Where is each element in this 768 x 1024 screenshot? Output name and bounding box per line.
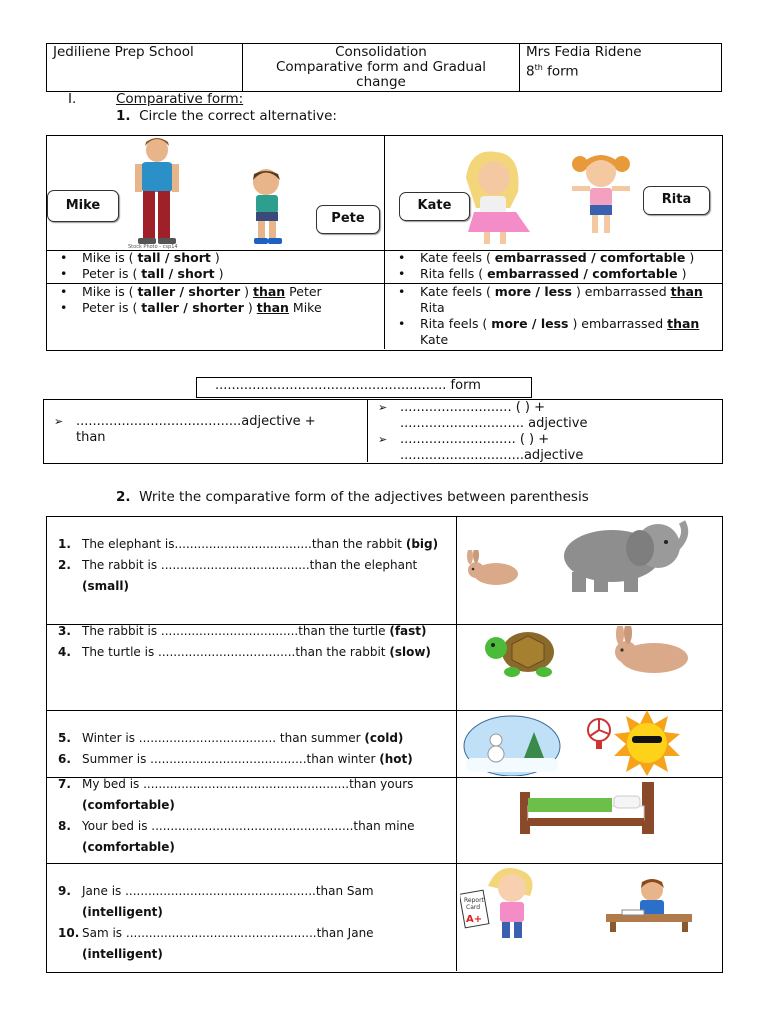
exercise-item: 7. My bed is ......................................................than yours (comfortable) [58, 777, 414, 812]
sentence-peter-tall: • Peter is ( tall / short ) [48, 266, 382, 282]
exercise-item: 2. The rabbit is .......................................than the elephant (small) [58, 558, 418, 593]
teacher-name: Mrs Fedia Ridene [526, 44, 642, 60]
rabbit-icon [462, 550, 524, 588]
exercise-2-heading: 2. Write the comparative form of the adjectives between parenthesis [116, 489, 589, 505]
exercise-item: 3. The rabbit is ....................................than the turtle (fast) [58, 624, 427, 638]
sentence-kate-feels: • Kate feels ( embarrassed / comfortable ) [386, 250, 720, 266]
jane-illustration [460, 862, 546, 942]
sentence-rita-more: • Rita feels ( more / less ) embarrassed than Kate [386, 316, 716, 348]
school-cell [47, 44, 243, 92]
turtle-icon [482, 626, 562, 680]
exercise-item: 5. Winter is .................................... than summer (cold) [58, 731, 404, 745]
fan-icon [584, 716, 614, 752]
bed-icon [518, 778, 656, 836]
exercise-1-heading: 1. Circle the correct alternative: [116, 108, 337, 124]
school-name: Jediliene Prep School [53, 44, 194, 60]
sentence-kate-more: • Kate feels ( more / less ) embarrassed than Rita [386, 284, 716, 316]
rule-right [368, 400, 718, 464]
items-5-6 [48, 728, 452, 770]
section-title: Comparative form: [116, 91, 244, 107]
sam-illustration [602, 876, 694, 934]
title-line-3: change [356, 74, 406, 90]
right-row-2 [386, 284, 716, 348]
header-table [46, 43, 722, 92]
exercise-item: 8. Your bed is .....................................................than mine (comfortable) [58, 819, 415, 854]
sun-icon [612, 710, 682, 776]
items-1-2 [48, 534, 452, 597]
teacher-cell [520, 44, 722, 92]
exercise-item: 6. Summer is .........................................than winter (hot) [58, 752, 413, 766]
form-level: 8th form [526, 63, 579, 80]
sentence-mike-tall: • Mike is ( tall / short ) [48, 250, 382, 266]
right-row-1 [386, 250, 720, 282]
form-label-box: ........................................................ form [196, 377, 532, 398]
name-label-mike: Mike [47, 190, 119, 222]
items-3-4 [48, 621, 452, 663]
exercise-item: 1. The elephant is....................................than the rabbit (big) [58, 537, 439, 551]
name-label-kate: Kate [399, 192, 470, 221]
name-label-pete: Pete [316, 205, 380, 234]
left-row-2 [48, 284, 382, 316]
report-card-line2: Card [466, 904, 481, 911]
sentence-mike-taller: • Mike is ( taller / shorter ) than Peter [48, 284, 382, 300]
title-cell [243, 44, 520, 92]
rule-left [44, 414, 364, 446]
report-card-line1: Report [464, 897, 484, 904]
exercise-item: 10. Sam is ..................................................than Jane (intelligent) [58, 926, 374, 961]
mike-illustration [124, 134, 194, 250]
rule-right-2: ➢ ............................ ( ) + ..............................adjective [368, 432, 718, 464]
sentence-rita-fells: • Rita fells ( embarrassed / comfortable ) [386, 266, 720, 282]
exercise-item: 9. Jane is ..................................................than Sam (intelligent) [58, 884, 374, 919]
report-card-grade: A+ [466, 914, 483, 925]
left-row-1 [48, 250, 382, 282]
title-line-2: Comparative form and Gradual [275, 59, 487, 75]
title-line-1: Consolidation [335, 44, 427, 60]
rabbit-icon-2 [608, 626, 692, 676]
rule-right-1: ➢ ........................... ( ) + .............................. adjective [368, 400, 718, 432]
exercise-item: 4. The turtle is ....................................than the rabbit (slow) [58, 645, 431, 659]
name-label-rita: Rita [643, 186, 710, 215]
winter-snow-globe-icon [462, 712, 562, 776]
sentence-peter-taller: • Peter is ( taller / shorter ) than Mike [48, 300, 382, 316]
pete-illustration [238, 166, 300, 248]
rita-illustration [566, 150, 638, 240]
rule-left-text: ➢ ........................................adjective + than [44, 414, 364, 446]
elephant-icon [554, 516, 694, 594]
watermark-text: Stock Photo - csp14 [128, 244, 178, 250]
items-7-8 [48, 774, 452, 858]
items-9-10 [48, 881, 452, 965]
section-roman: I. [68, 91, 77, 107]
